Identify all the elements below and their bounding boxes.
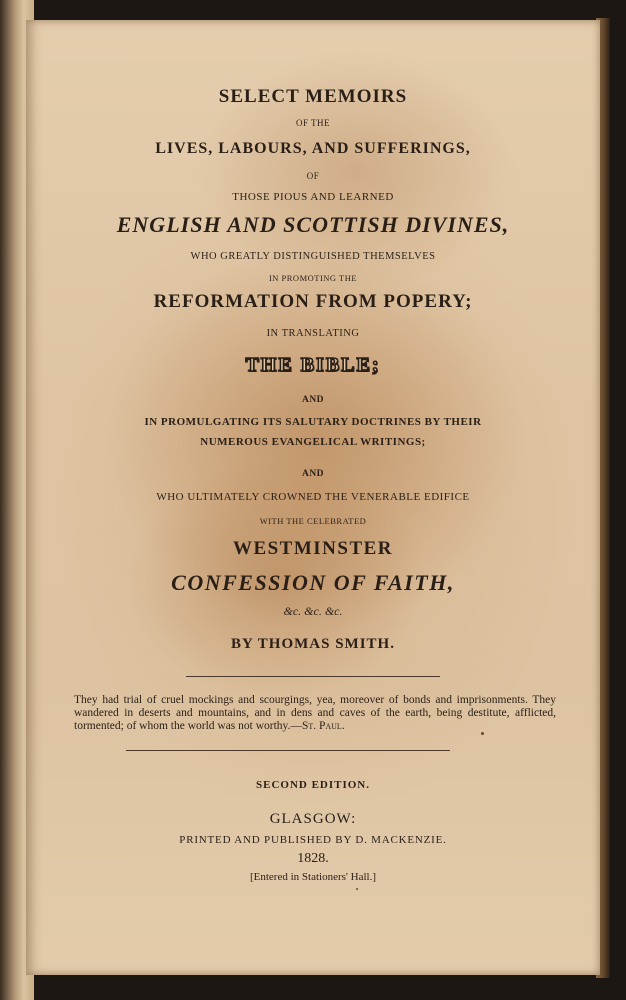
edition-line: SECOND EDITION. (255, 779, 371, 791)
author-line: BY THOMAS SMITH. (231, 636, 395, 652)
title-line-lives-labours: LIVES, LABOURS, AND SUFFERINGS, (155, 140, 471, 157)
ink-speck (481, 732, 484, 735)
title-line-english-scottish-divines: ENGLISH AND SCOTTISH DIVINES, (116, 212, 510, 237)
title-line-etc: &c. &c. &c. (283, 604, 343, 618)
title-line-of-the: OF THE (295, 118, 331, 128)
ink-speck (356, 888, 358, 890)
title-line-confession-of-faith: CONFESSION OF FAITH, (171, 570, 455, 595)
rule-bottom (126, 750, 450, 751)
title-line-with-the-celebrated: WITH THE CELEBRATED (259, 516, 367, 526)
title-line-in-promoting: IN PROMOTING THE (268, 273, 358, 283)
title-line-promulgating: IN PROMULGATING ITS SALUTARY DOCTRINES BY THEIR (144, 416, 482, 428)
title-line-ultimately-crowned: WHO ULTIMATELY CROWNED THE VENERABLE EDIFICE (156, 491, 470, 503)
title-page (26, 20, 600, 975)
title-line-reformation: REFORMATION FROM POPERY; (153, 291, 473, 312)
imprint-publisher: PRINTED AND PUBLISHED BY D. MACKENZIE. (179, 834, 447, 846)
imprint-note: [Entered in Stationers' Hall.] (249, 871, 376, 883)
title-line-who-greatly: WHO GREATLY DISTINGUISHED THEMSELVES (190, 251, 436, 262)
title-line-in-translating: IN TRANSLATING (266, 328, 360, 339)
epigraph (74, 694, 556, 733)
epigraph-attribution: St. Paul. (301, 720, 345, 732)
title-line-westminster: WESTMINSTER (232, 538, 394, 559)
title-line-and-2: AND (301, 469, 325, 479)
imprint-year: 1828. (297, 851, 329, 866)
title-line-select-memoirs: SELECT MEMOIRS (218, 86, 408, 107)
epigraph-text: They had trial of cruel mockings and scourgings, yea, moreover of bonds and imprisonments. They wandered in deserts and mountains, and in dens and caves of the earth, being destitute, afflicted, tormented; of whom the world was not worthy.— (74, 694, 556, 732)
title-line-evangelical-writings: NUMEROUS EVANGELICAL WRITINGS; (200, 436, 426, 448)
title-line-the-bible: THE BIBLE; (245, 354, 381, 376)
imprint-place: GLASGOW: (269, 811, 357, 827)
title-line-pious-learned: THOSE PIOUS AND LEARNED (232, 191, 394, 203)
title-line-of: OF (306, 171, 320, 181)
rule-top (186, 676, 440, 677)
title-line-and-1: AND (301, 395, 325, 405)
